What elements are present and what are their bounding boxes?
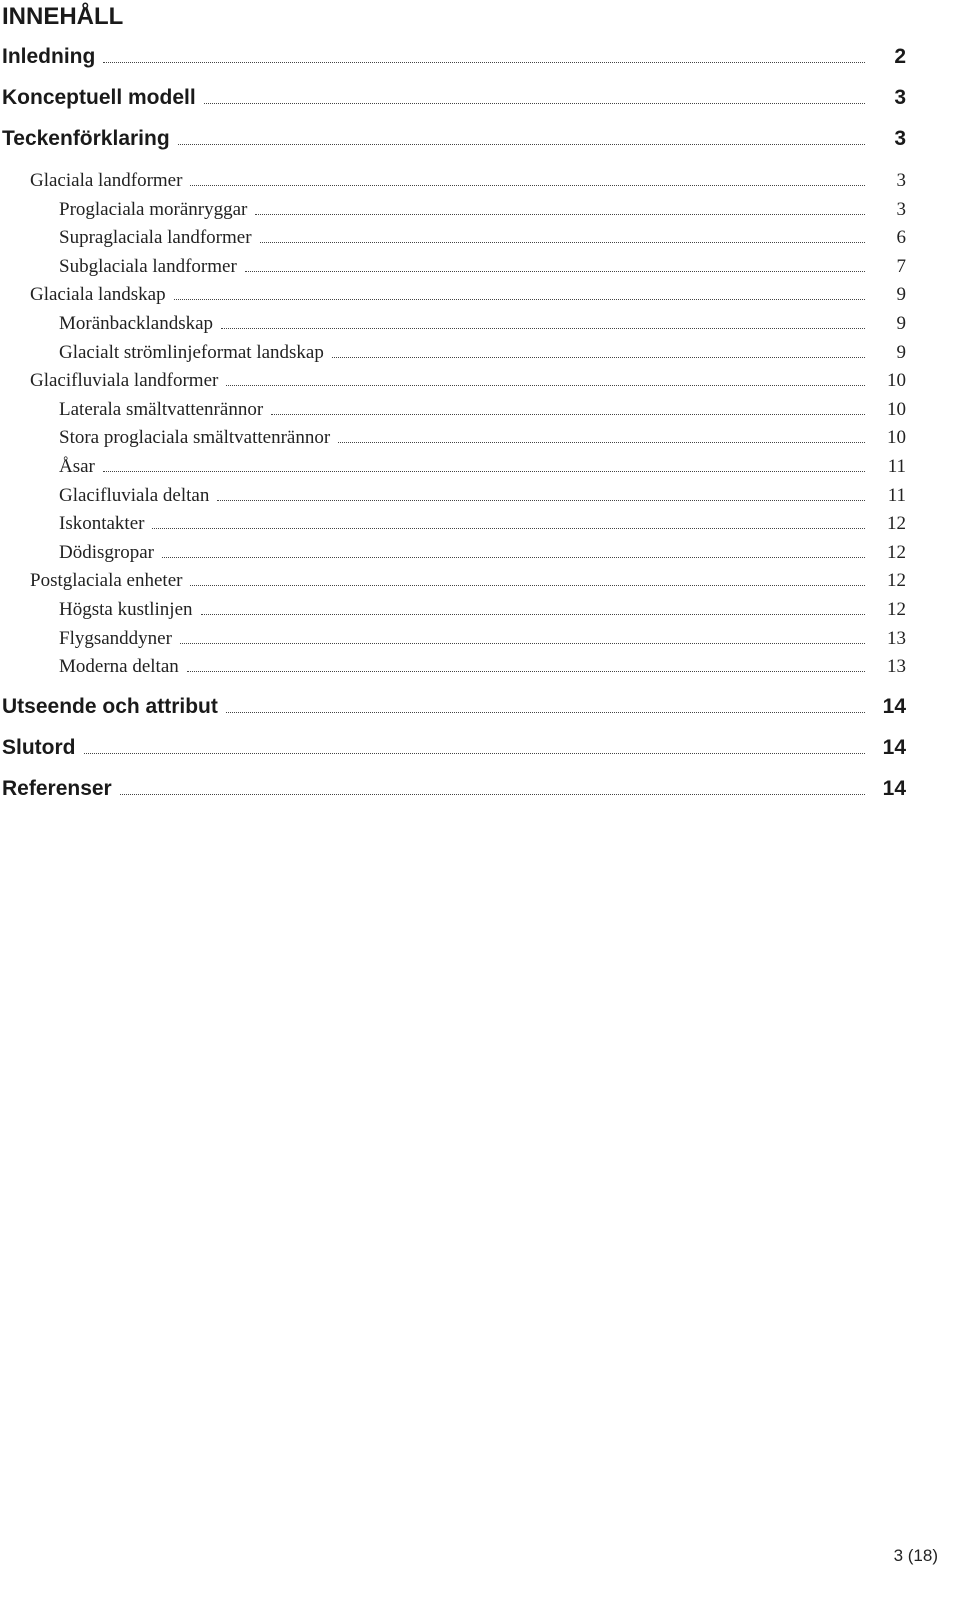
toc-entry-page: 14: [882, 695, 906, 719]
toc-entry-page: 10: [887, 427, 906, 449]
toc-entry[interactable]: [0, 86, 960, 112]
toc-dot-leader: [204, 103, 865, 104]
toc-entry-page: 12: [887, 513, 906, 535]
toc-entry-page: 3: [896, 198, 906, 220]
toc-entry-page: 9: [896, 313, 906, 334]
toc-entry[interactable]: [0, 626, 960, 652]
toc-entry-page: 7: [896, 255, 906, 277]
toc-entry[interactable]: [0, 168, 960, 194]
toc-dot-leader: [103, 62, 865, 63]
toc-entry-label[interactable]: Slutord: [2, 736, 84, 760]
toc-dot-leader: [84, 753, 865, 754]
toc-entry[interactable]: [0, 197, 960, 223]
toc-entry[interactable]: [0, 597, 960, 623]
toc-entry-page: 12: [887, 541, 906, 563]
toc-dot-leader: [152, 528, 865, 529]
toc-entry-page: 10: [887, 370, 906, 392]
toc-dot-leader: [221, 328, 865, 329]
toc-entry-page: 3: [896, 170, 906, 191]
toc-dot-leader: [190, 585, 865, 586]
toc-entry-page: 13: [887, 627, 906, 649]
toc-dot-leader: [271, 414, 865, 415]
toc-entry-page: 3: [894, 127, 906, 150]
toc-entry[interactable]: [0, 254, 960, 280]
toc-dot-leader: [190, 185, 865, 186]
toc-dot-leader: [245, 271, 865, 272]
toc-entry[interactable]: [0, 777, 960, 803]
toc-entry-label[interactable]: Subglaciala landformer: [59, 256, 245, 278]
toc-entry-label[interactable]: Glaciala landformer: [30, 170, 190, 192]
toc-entry-label[interactable]: Flygsanddyner: [59, 628, 180, 650]
toc-entry[interactable]: [0, 511, 960, 537]
toc-dot-leader: [178, 144, 865, 145]
toc-entry-page: 9: [896, 341, 906, 363]
toc-entry-page: 11: [887, 456, 906, 477]
toc-entry[interactable]: [0, 311, 960, 337]
toc-entry-label[interactable]: Glacifluviala landformer: [30, 370, 226, 392]
toc-entry-label[interactable]: Stora proglaciala smältvattenrännor: [59, 427, 338, 449]
toc-dot-leader: [162, 557, 865, 558]
toc-dot-leader: [255, 214, 865, 215]
toc-entry-page: 12: [887, 599, 906, 620]
toc-entry-page: 13: [887, 656, 906, 678]
toc-entry-page: 6: [896, 227, 906, 249]
toc-dot-leader: [120, 794, 865, 795]
toc-entry-label[interactable]: Högsta kustlinjen: [59, 599, 201, 621]
toc-entry[interactable]: [0, 127, 960, 153]
toc-dot-leader: [338, 442, 865, 443]
toc-entry-page: 14: [882, 777, 906, 801]
toc-entry-label[interactable]: Glacialt strömlinjeformat landskap: [59, 342, 332, 364]
toc-entry-page: 11: [887, 484, 906, 506]
toc-dot-leader: [226, 712, 865, 713]
toc-entry[interactable]: [0, 568, 960, 594]
toc-dot-leader: [217, 500, 865, 501]
toc-entry-page: 9: [896, 284, 906, 306]
toc-entry[interactable]: [0, 483, 960, 509]
toc-entry[interactable]: [0, 340, 960, 366]
toc-entry[interactable]: [0, 454, 960, 480]
toc-entry[interactable]: [0, 368, 960, 394]
toc-entry-page: 10: [887, 398, 906, 420]
toc-entry-label[interactable]: Moränbacklandskap: [59, 313, 221, 335]
toc-entry[interactable]: [0, 425, 960, 451]
toc-dot-leader: [187, 671, 865, 672]
toc-entry[interactable]: [0, 282, 960, 308]
toc-entry-label[interactable]: Glaciala landskap: [30, 284, 174, 306]
toc-entry[interactable]: [0, 225, 960, 251]
toc-dot-leader: [201, 614, 865, 615]
toc-entry[interactable]: [0, 397, 960, 423]
page-number: 3 (18): [893, 1546, 938, 1565]
toc-entry[interactable]: [0, 736, 960, 762]
toc-entry-label[interactable]: Åsar: [59, 456, 103, 478]
toc-entry-page: 14: [882, 736, 906, 760]
toc-dot-leader: [103, 471, 865, 472]
toc-dot-leader: [226, 385, 865, 386]
toc-entry-label[interactable]: Iskontakter: [59, 513, 152, 535]
toc-entry-page: 3: [894, 86, 906, 109]
toc-entry[interactable]: [0, 540, 960, 566]
toc-entry-page: 12: [887, 570, 906, 592]
toc-entry[interactable]: [0, 695, 960, 721]
toc-entry-label[interactable]: Dödisgropar: [59, 542, 162, 564]
toc-entry[interactable]: [0, 45, 960, 71]
toc-entry-label[interactable]: Postglaciala enheter: [30, 570, 190, 592]
toc-dot-leader: [180, 643, 865, 644]
toc-entry-label[interactable]: Laterala smältvattenrännor: [59, 399, 271, 421]
toc-entry-label[interactable]: Teckenförklaring: [2, 127, 178, 151]
toc-entry-label[interactable]: Inledning: [2, 45, 103, 69]
toc-entry-label[interactable]: Konceptuell modell: [2, 86, 204, 110]
page-title: INNEHÅLL: [2, 3, 124, 30]
toc-dot-leader: [332, 357, 865, 358]
toc-entry[interactable]: [0, 654, 960, 680]
toc-entry-label[interactable]: Moderna deltan: [59, 656, 187, 678]
toc-entry-label[interactable]: Proglaciala moränryggar: [59, 199, 255, 221]
toc-entry-label[interactable]: Glacifluviala deltan: [59, 485, 217, 507]
toc-entry-label[interactable]: Referenser: [2, 777, 120, 801]
toc-entry-label[interactable]: Supraglaciala landformer: [59, 227, 260, 249]
toc-entry-label[interactable]: Utseende och attribut: [2, 695, 226, 719]
toc-entry-page: 2: [894, 45, 906, 68]
toc-dot-leader: [174, 299, 865, 300]
toc-dot-leader: [260, 242, 865, 243]
